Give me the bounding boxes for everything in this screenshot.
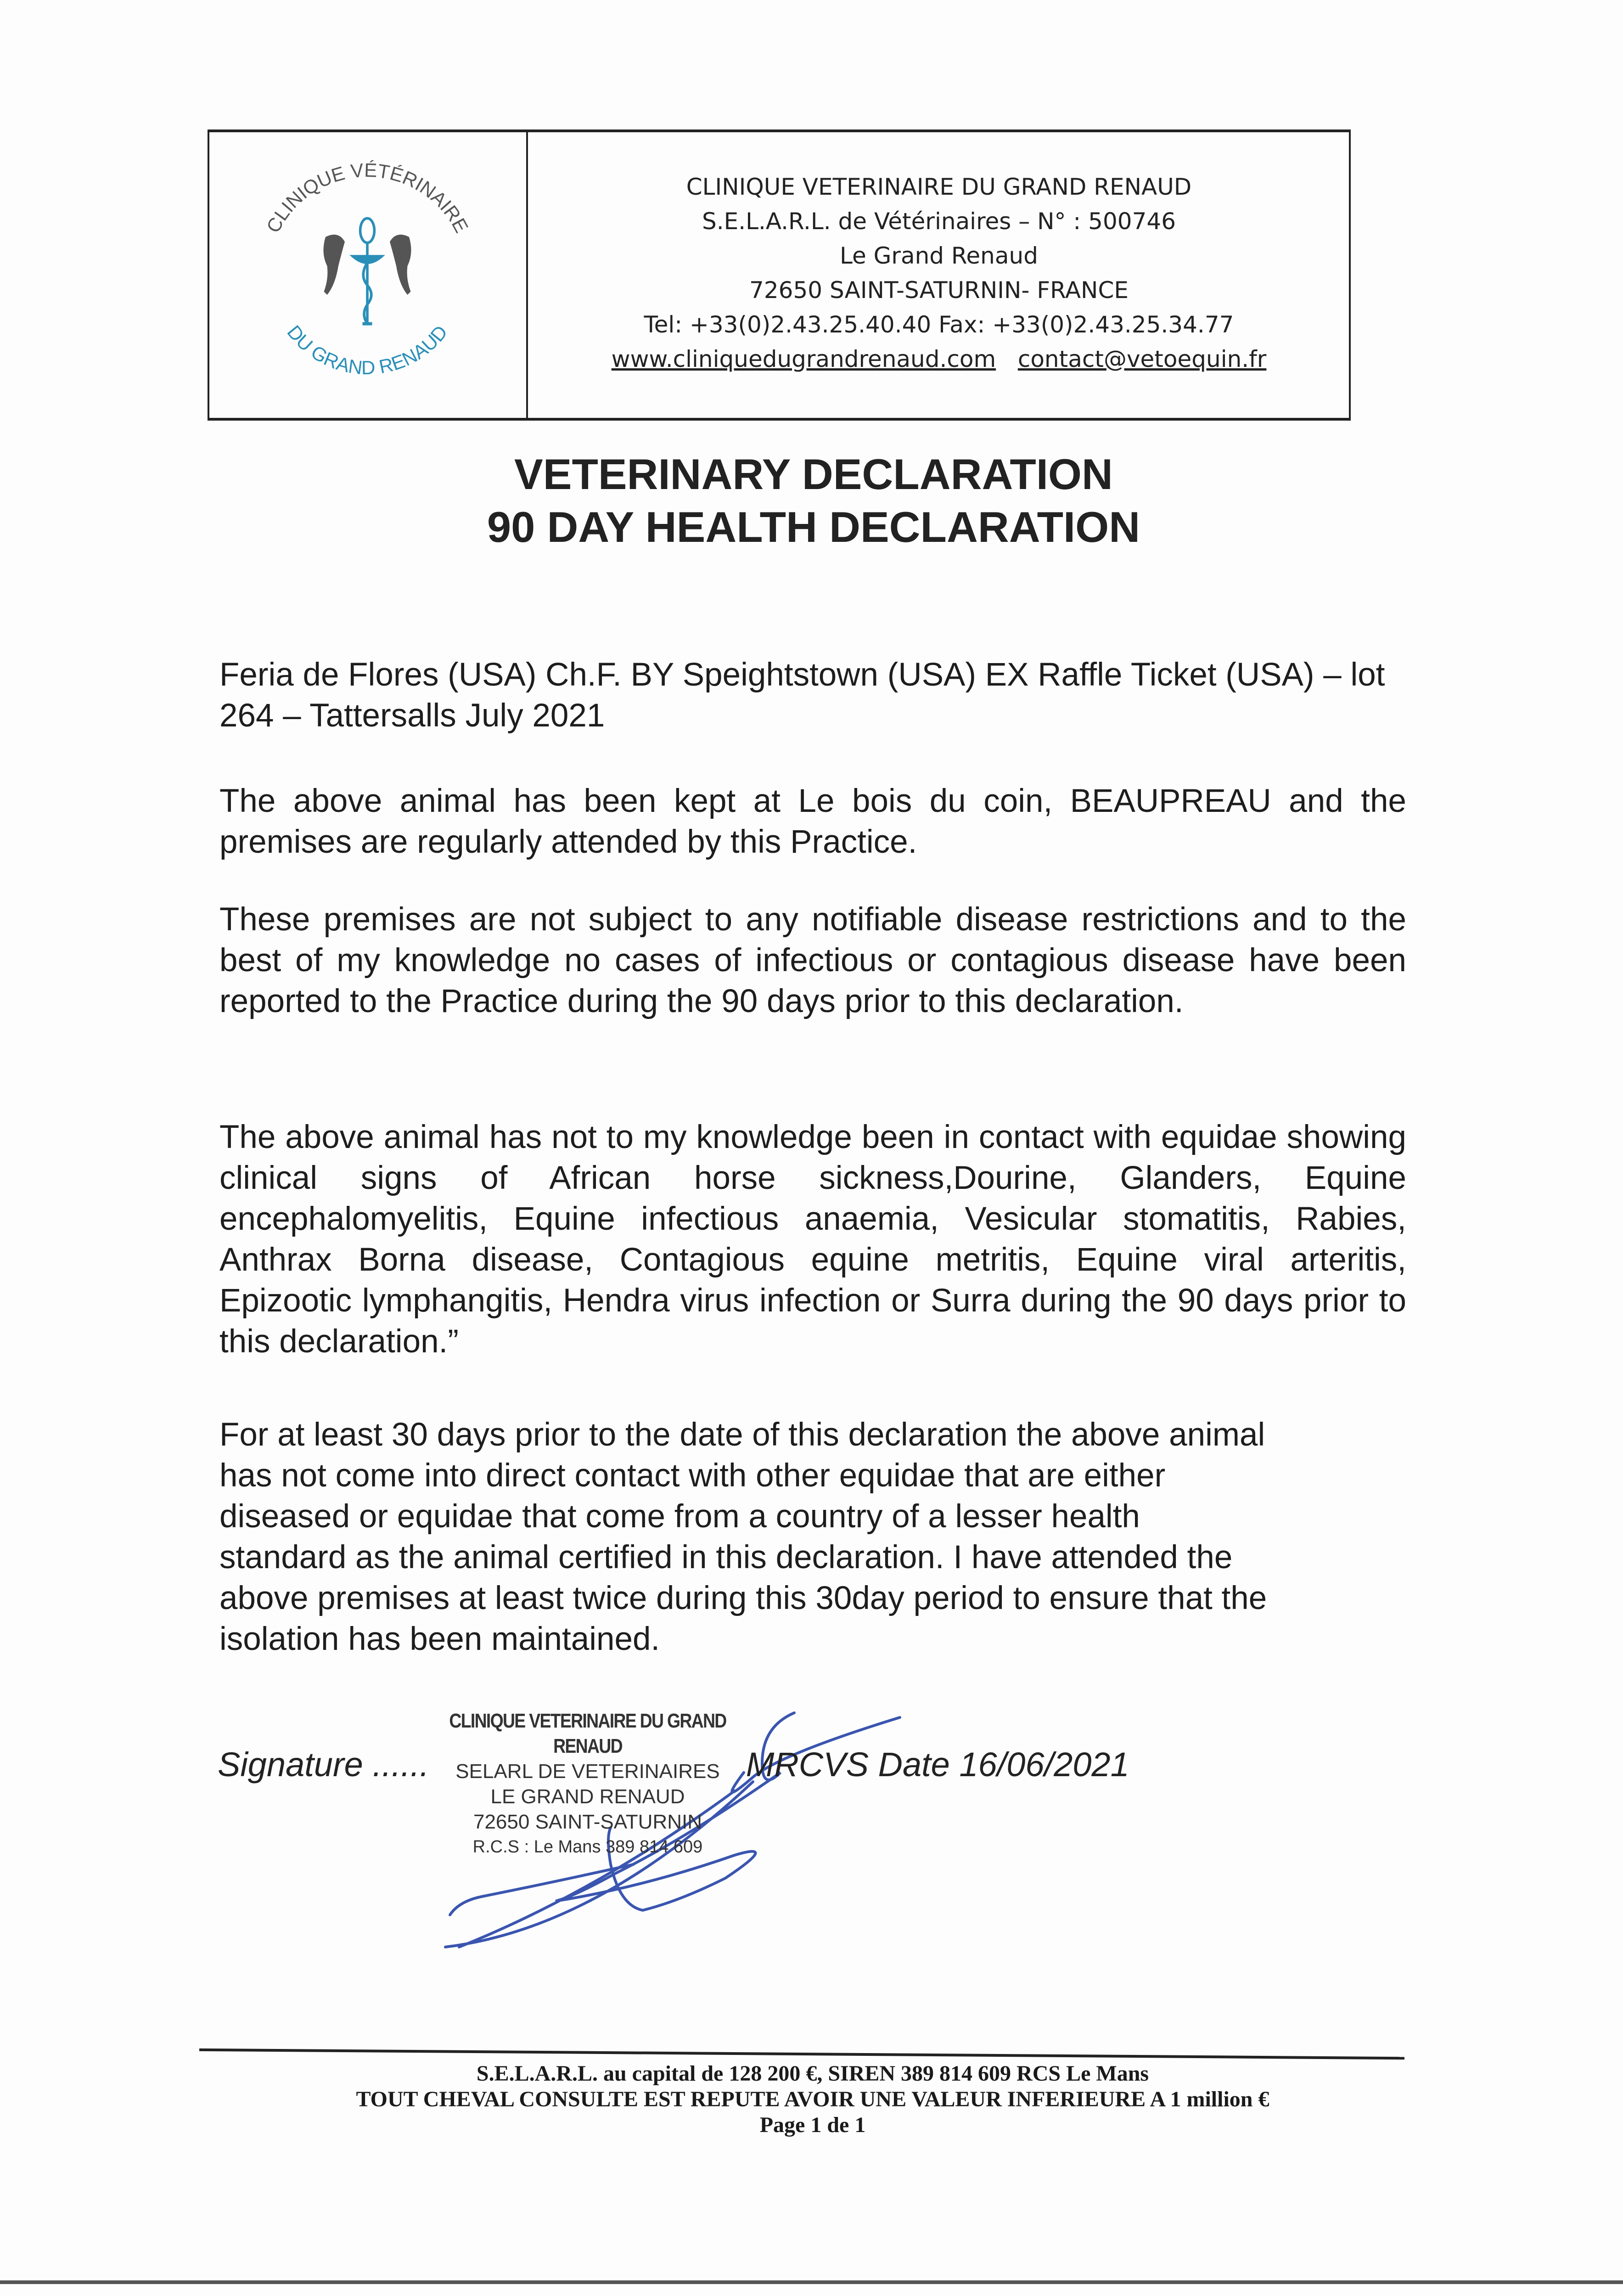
title-line-1: VETERINARY DECLARATION bbox=[514, 450, 1113, 498]
paragraph-isolation bbox=[219, 1414, 1436, 1660]
caduceus-icon bbox=[353, 218, 382, 324]
isolation-line: standard as the animal certified in this declaration. I have attended the bbox=[219, 1539, 1233, 1576]
horse-left-icon bbox=[324, 235, 345, 295]
clinic-phone: Tel: +33(0)2.43.25.40.40 Fax: +33(0)2.43.25.34.77 bbox=[644, 311, 1234, 338]
clinic-logo bbox=[257, 152, 477, 381]
clinic-name: CLINIQUE VETERINAIRE DU GRAND RENAUD bbox=[686, 174, 1192, 200]
clinic-stamp bbox=[399, 1708, 776, 1860]
logo-emblem bbox=[324, 218, 411, 324]
clinic-address-1: Le Grand Renaud bbox=[840, 242, 1038, 269]
animal-identification: Feria de Flores (USA) Ch.F. BY Speightstown (USA) EX Raffle Ticket (USA) – lot 264 – Tattersalls July 2021 bbox=[219, 657, 1385, 734]
clinic-address-2: 72650 SAINT-SATURNIN- FRANCE bbox=[749, 277, 1129, 304]
signature-label: Signature ...... bbox=[218, 1745, 429, 1784]
paragraph-premises: The above animal has been kept at Le bois du coin, BEAUPREAU and the premises are regularly attended by this Practice. bbox=[219, 783, 1406, 860]
logo-text-top: CLINIQUE VÉTÉRINAIRE bbox=[262, 159, 473, 236]
isolation-line: diseased or equidae that come from a country of a lesser health bbox=[219, 1498, 1140, 1535]
footer-divider bbox=[199, 2048, 1404, 2060]
stamp-line: LE GRAND RENAUD bbox=[490, 1785, 685, 1808]
footer-disclaimer: TOUT CHEVAL CONSULTE EST REPUTE AVOIR UNE VALEUR INFERIEURE A 1 million € bbox=[356, 2087, 1269, 2111]
page-number: Page 1 de 1 bbox=[759, 2113, 866, 2137]
isolation-line: isolation has been maintained. bbox=[219, 1621, 660, 1657]
isolation-line: has not come into direct contact with other equidae that are either bbox=[219, 1458, 1166, 1494]
signature-date: MRCVS Date 16/06/2021 bbox=[746, 1745, 1129, 1784]
stamp-line: CLINIQUE VETERINAIRE DU GRAND RENAUD bbox=[449, 1710, 726, 1757]
paragraph-diseases: The above animal has not to my knowledge been in contact with equidae showing clinical signs of African horse sickness,Dourine, Glanders, Equine encephalomyelitis, Equine infectious anaemia, Vesicular stomatitis, Rabies, Anthrax Borna disease, Contagious equine metritis, Equine viral arteritis, Epizootic lymphangitis, Hendra virus infection or Surra during the 90 days prior to this declaration.” bbox=[219, 1119, 1406, 1360]
paragraph-restrictions: These premises are not subject to any notifiable disease restrictions and to the best of my knowledge no cases of infectious or contagious disease have been reported to the Practice during the 90 days prior to this declaration. bbox=[219, 901, 1406, 1019]
horse-right-icon bbox=[390, 235, 411, 295]
website-link[interactable]: www.cliniquedugrandrenaud.com bbox=[611, 346, 996, 372]
isolation-line: For at least 30 days prior to the date of this declaration the above animal bbox=[219, 1417, 1265, 1453]
footer bbox=[193, 2061, 1432, 2138]
svg-text:DU GRAND RENAUD bbox=[283, 321, 451, 379]
logo-text-bottom: DU GRAND RENAUD bbox=[283, 321, 452, 379]
footer-legal: S.E.L.A.R.L. au capital de 128 200 €, SIREN 389 814 609 RCS Le Mans bbox=[476, 2061, 1149, 2086]
page-title bbox=[208, 448, 1420, 553]
svg-text:CLINIQUE VÉTÉRINAIRE bbox=[262, 159, 472, 236]
stamp-line: SELARL DE VETERINAIRES bbox=[455, 1760, 720, 1783]
email-link[interactable]: contact@vetoequin.fr bbox=[1017, 346, 1267, 372]
scan-edge bbox=[0, 2280, 1623, 2284]
letterhead-text bbox=[528, 170, 1350, 377]
stamp-line: R.C.S : Le Mans 389 814 609 bbox=[472, 1837, 703, 1857]
clinic-legal: S.E.L.A.R.L. de Vétérinaires – N° : 500746 bbox=[702, 208, 1176, 235]
title-line-2: 90 DAY HEALTH DECLARATION bbox=[487, 503, 1140, 551]
stamp-line: 72650 SAINT-SATURNIN bbox=[473, 1811, 702, 1833]
isolation-line: above premises at least twice during this 30day period to ensure that the bbox=[219, 1580, 1267, 1616]
